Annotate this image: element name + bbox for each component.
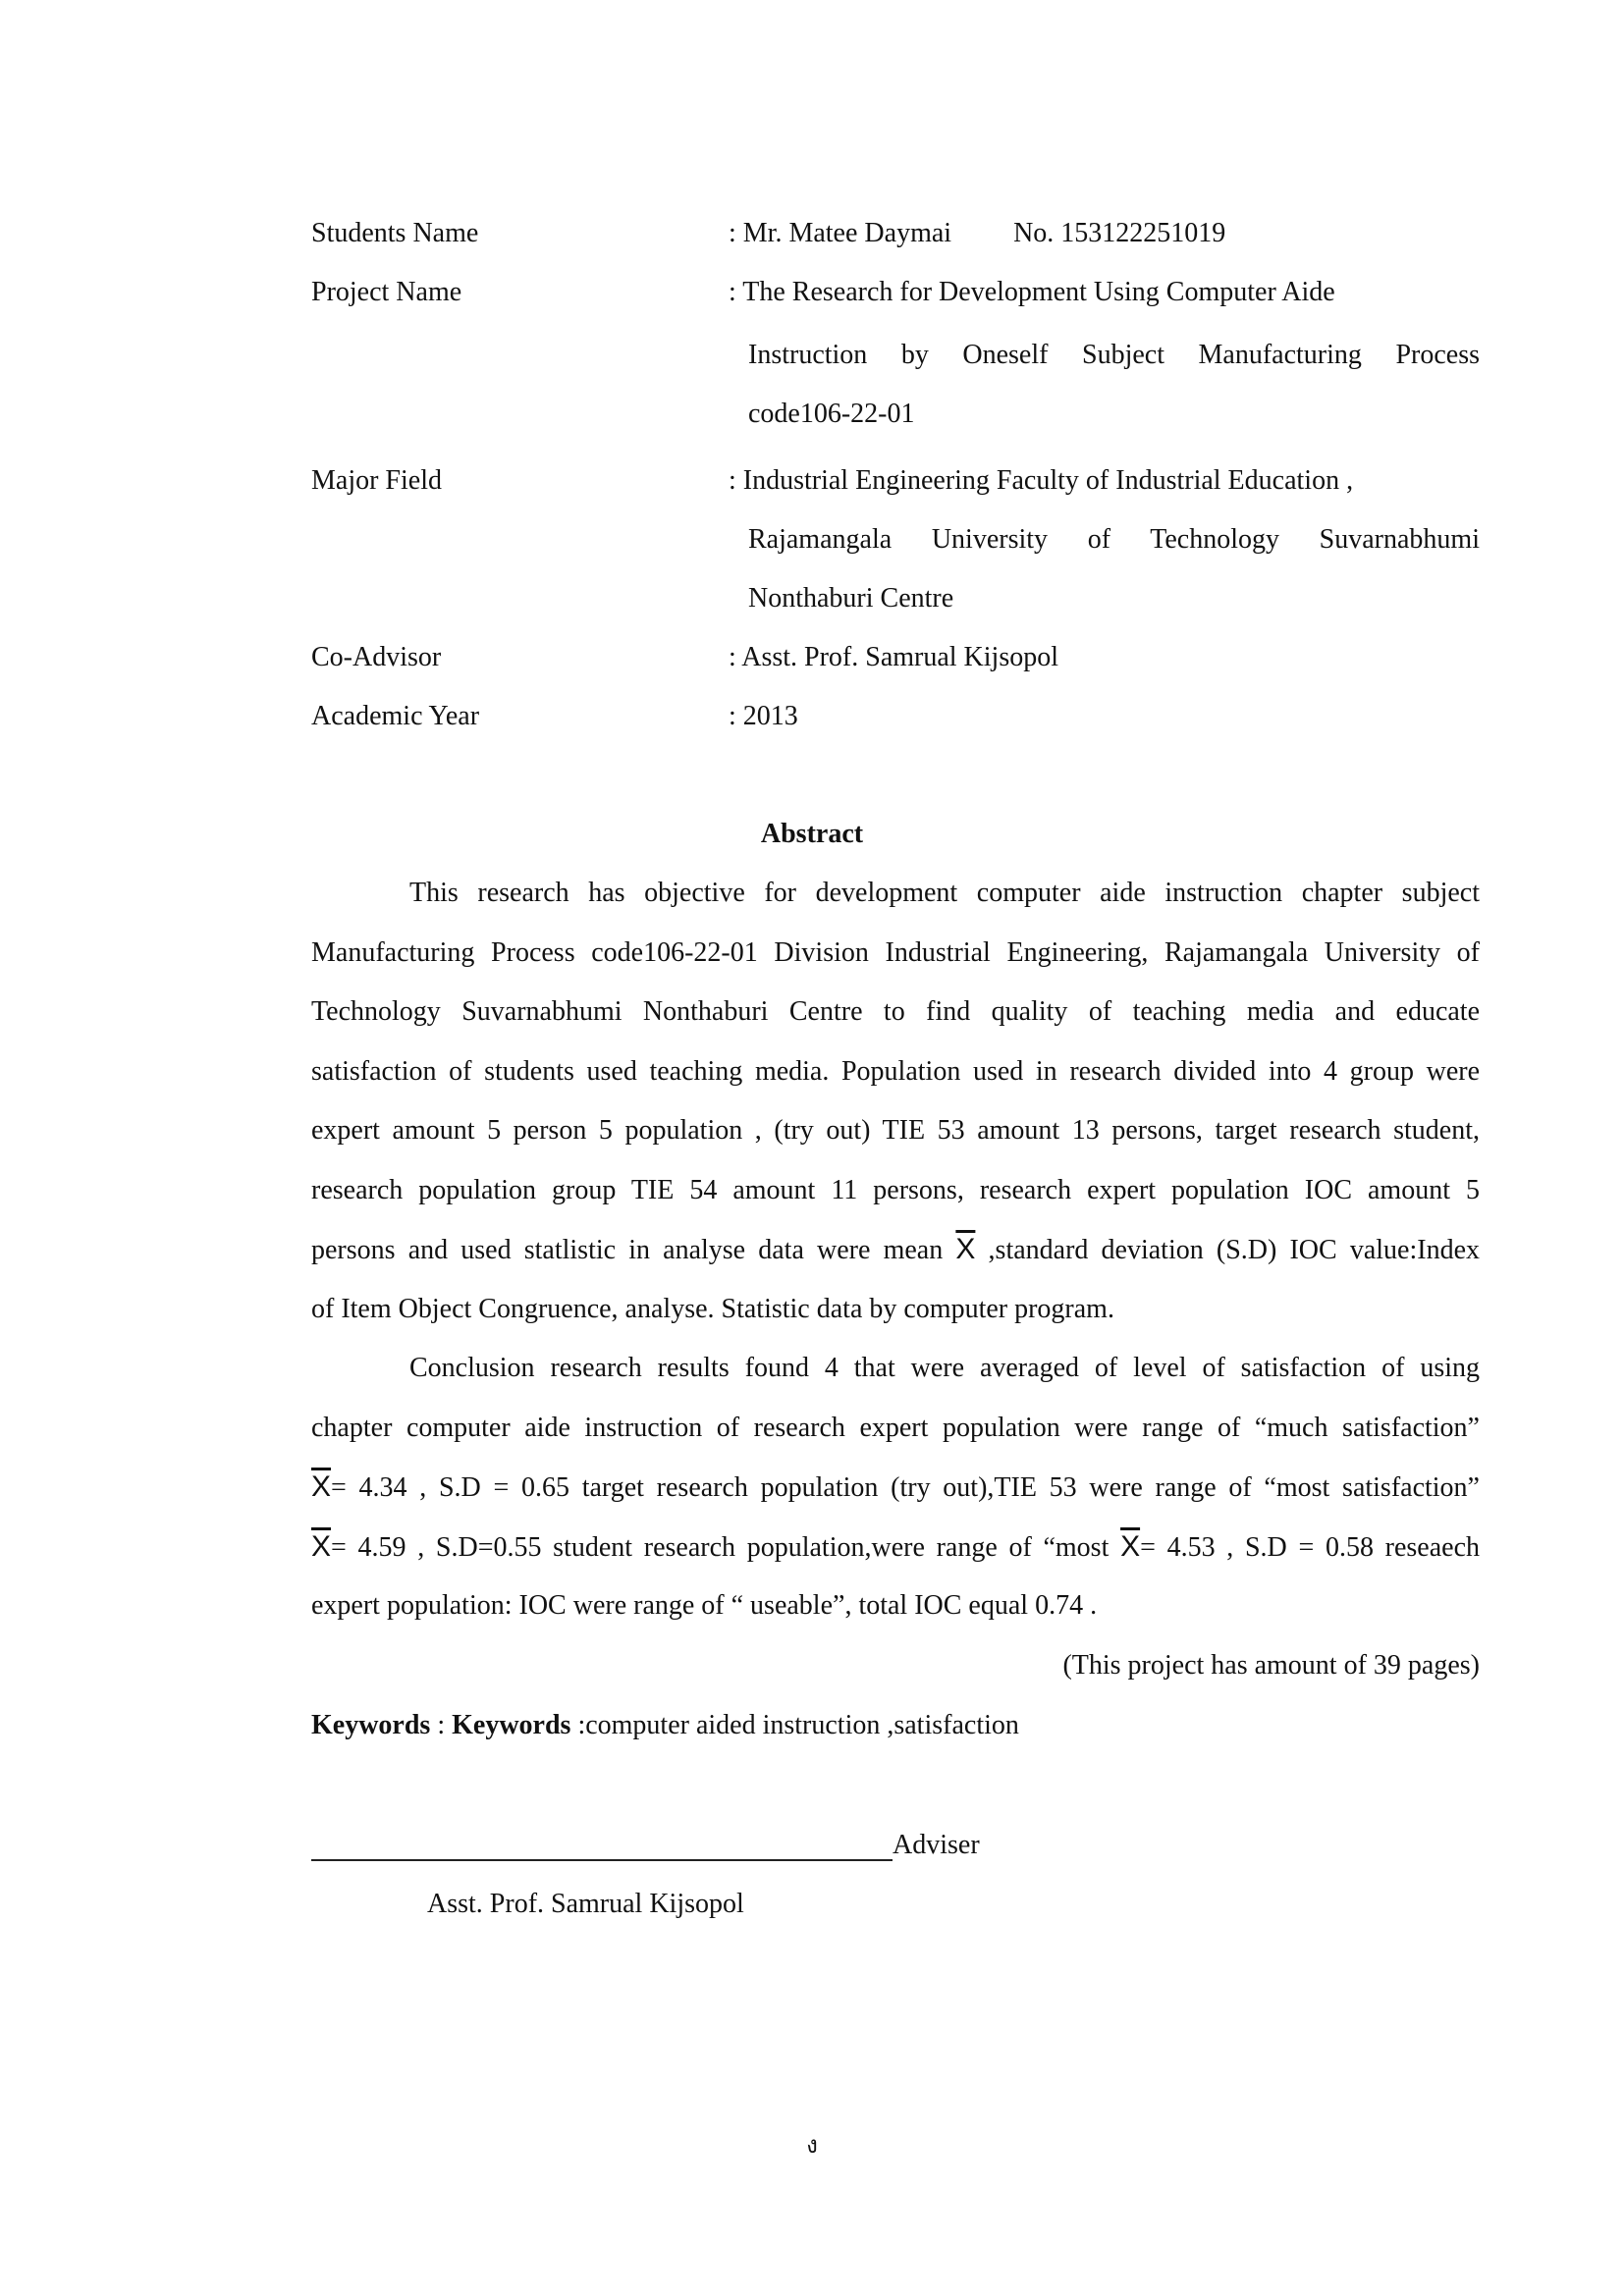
major-line-2: Rajamangala University of Technology Suvarnabhumi	[748, 524, 1480, 555]
major-line-3: Nonthaburi Centre	[748, 583, 954, 614]
project-line-3: code106-22-01	[748, 399, 915, 429]
student-name: : Mr. Matee Daymai	[729, 218, 952, 248]
adviser-role: Adviser	[893, 1830, 980, 1860]
abstract-line: Conclusion research results found 4 that were averaged of level of satisfaction of using	[409, 1353, 1480, 1383]
mean-symbol: $\overline{X}$	[311, 1470, 332, 1503]
abstract-line: expert amount 5 person 5 population , (try out) TIE 53 amount 13 persons, target research student,	[311, 1115, 1480, 1146]
abstract-text: persons and used statlistic in analyse data were mean	[311, 1235, 944, 1265]
thesis-info-block	[311, 204, 1480, 746]
abstract-line: of Item Object Congruence, analyse. Statistic data by computer program.	[311, 1293, 1114, 1324]
project-label: Project Name	[311, 277, 462, 307]
project-row	[311, 263, 1480, 444]
abstract-line: expert population: IOC were range of “ useable”, total IOC equal 0.74 .	[311, 1590, 1098, 1621]
abstract-title: Abstract	[760, 819, 864, 849]
signature-underline	[311, 1820, 893, 1861]
abstract-body	[311, 864, 1480, 1695]
adviser-name: Asst. Prof. Samrual Kijsopol	[427, 1889, 744, 1919]
abstract-line: chapter computer aide instruction of research expert population were range of “much satisfaction”	[311, 1412, 1480, 1443]
keywords-line	[311, 1696, 1019, 1755]
coadvisor-label: Co-Advisor	[311, 642, 442, 672]
academic-year-value: : 2013	[729, 701, 798, 731]
abstract-line	[311, 1458, 1480, 1518]
pages-note: (This project has amount of 39 pages)	[1062, 1649, 1480, 1681]
major-row	[311, 452, 1480, 628]
abstract-line: Technology Suvarnabhumi Nonthaburi Centre to find quality of teaching media and educate	[311, 996, 1480, 1027]
mean-symbol: $\overline{X}$	[1120, 1529, 1141, 1563]
keywords-label-2: Keywords	[452, 1710, 571, 1740]
coadvisor-value: : Asst. Prof. Samrual Kijsopol	[729, 642, 1059, 672]
academic-year-label: Academic Year	[311, 701, 480, 731]
coadvisor-row	[311, 628, 1480, 687]
project-line-1: : The Research for Development Using Computer Aide	[729, 277, 1335, 307]
abstract-text: = 4.53 , S.D = 0.58 reseaech	[1140, 1531, 1480, 1563]
keywords-label: Keywords	[311, 1710, 431, 1740]
abstract-text: = 4.59 , S.D=0.55 student research population,were range of “most	[331, 1531, 1110, 1563]
abstract-line: Manufacturing Process code106-22-01 Division Industrial Engineering, Rajamangala University of	[311, 936, 1480, 968]
student-row	[311, 204, 1480, 263]
abstract-line: research population group TIE 54 amount 11 persons, research expert population IOC amount 5	[311, 1174, 1480, 1205]
abstract-text: = 4.34 , S.D = 0.65 target research population (try out),TIE 53 were range of “most satisfaction”	[331, 1472, 1480, 1503]
keywords-separator: :	[430, 1710, 453, 1740]
major-line-1: : Industrial Engineering Faculty of Industrial Education ,	[729, 465, 1354, 496]
page-number: ง	[806, 2133, 818, 2159]
academic-year-row	[311, 687, 1480, 746]
abstract-line	[311, 1220, 1480, 1280]
student-number: No. 153122251019	[1013, 218, 1226, 248]
major-label: Major Field	[311, 465, 442, 496]
student-label: Students Name	[311, 218, 479, 248]
abstract-line: This research has objective for development computer aide instruction chapter subject	[409, 878, 1480, 908]
mean-symbol: $\overline{X}$	[311, 1529, 332, 1563]
project-line-2: Instruction by Oneself Subject Manufacturing Process	[748, 340, 1480, 370]
abstract-line: satisfaction of students used teaching media. Population used in research divided into 4 group were	[311, 1055, 1480, 1087]
abstract-text: ,standard deviation (S.D) IOC value:Index	[988, 1235, 1481, 1265]
keywords-text: :computer aided instruction ,satisfaction	[570, 1710, 1019, 1740]
adviser-signature-line	[311, 1816, 980, 1875]
mean-symbol: $\overline{X}$	[955, 1233, 976, 1265]
student-value	[729, 204, 1480, 263]
abstract-line	[311, 1518, 1480, 1577]
